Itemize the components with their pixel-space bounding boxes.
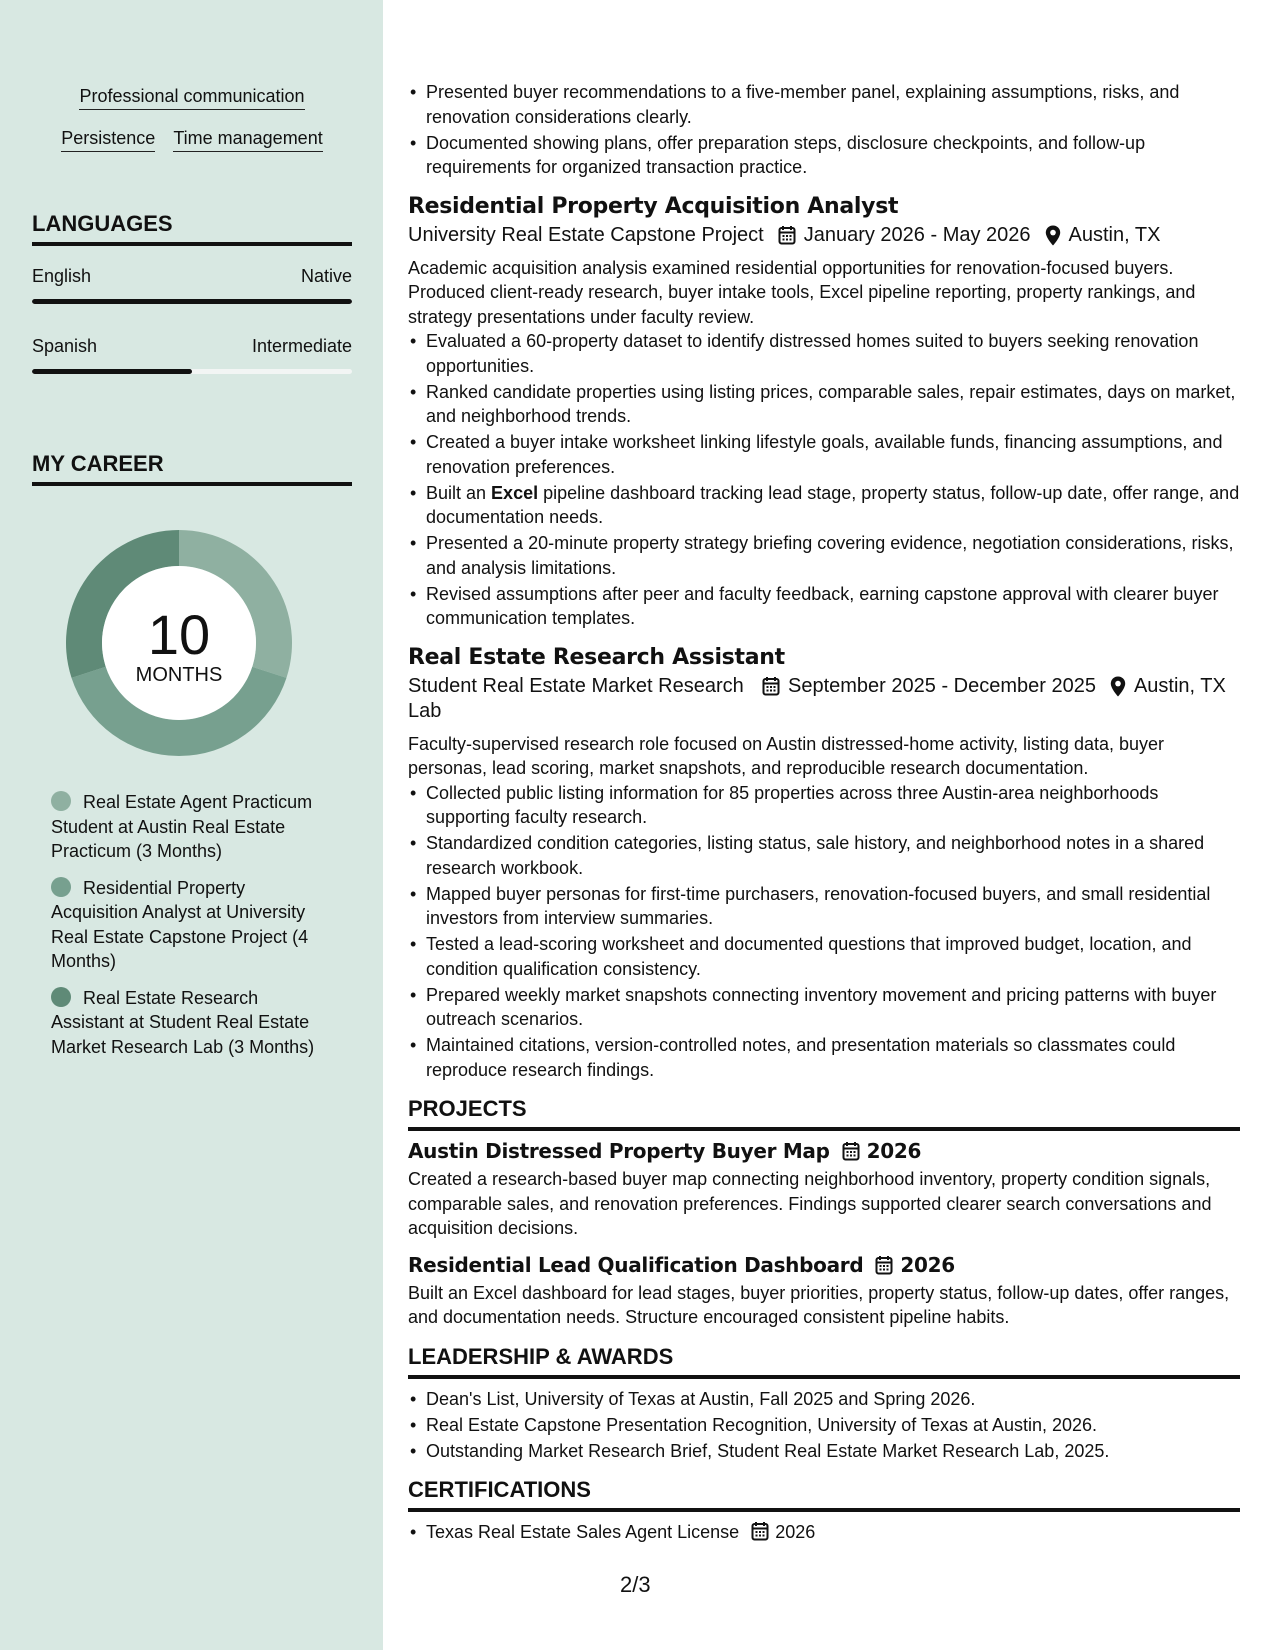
bullet-item: • Documented showing plans, offer preparation steps, disclosure checkpoints, and follow-up requirements for organized transaction practice. [408, 131, 1240, 180]
skill-tag: Professional communication [79, 86, 304, 110]
career-legend-dot [51, 791, 71, 811]
project-entry [408, 1253, 1240, 1330]
project-title [408, 1253, 1240, 1277]
job-location [1045, 223, 1161, 248]
job-dates [778, 223, 1031, 248]
location-pin-icon [1110, 676, 1126, 697]
job-title: Residential Property Acquisition Analyst [408, 193, 899, 219]
calendar-icon [751, 1521, 769, 1541]
skills-row [32, 86, 352, 110]
bullet-item: • Ranked candidate properties using listing prices, comparable sales, repair estimates, days on market, and neighborhood trends. [408, 380, 1240, 429]
page-number: 2/3 [620, 1572, 651, 1597]
bullet-item: • Prepared weekly market snapshots connecting inventory movement and pricing patterns with buyer outreach scenarios. [408, 983, 1240, 1032]
job-dates-text: September 2025 - December 2025 [788, 674, 1096, 697]
bullet-item: • Collected public listing information for 85 properties across three Austin-area neighborhoods supporting faculty research. [408, 781, 1240, 830]
career-item [51, 876, 331, 974]
language-proficiency-fill [32, 369, 192, 374]
career-total-number: 10 [147, 603, 211, 666]
job-location-text: Austin, TX [1068, 223, 1161, 246]
career-donut-chart [66, 530, 292, 756]
previous-job-bullets [408, 80, 1240, 180]
skills-row [32, 128, 352, 152]
career-legend-dot [51, 877, 71, 897]
projects-list [408, 1139, 1240, 1330]
calendar-icon [762, 676, 780, 696]
bullet-item: • Mapped buyer personas for first-time purchasers, renovation-focused buyers, and small residential investors from interview summaries. [408, 882, 1240, 931]
experience-list [408, 194, 1240, 1083]
certification-year: 2026 [775, 1522, 816, 1542]
job-title: Real Estate Research Assistant [408, 644, 785, 670]
bullet-item: • Outstanding Market Research Brief, Student Real Estate Market Research Lab, 2025. [408, 1439, 1240, 1464]
bullet-item: • Presented buyer recommendations to a five-member panel, explaining assumptions, risks, and renovation considerations clearly. [408, 80, 1240, 129]
job-bullets [408, 329, 1240, 631]
job-organization: Student Real Estate Market Research Lab [408, 674, 744, 722]
project-year: 2026 [900, 1252, 955, 1277]
language-spanish [32, 336, 352, 374]
certifications-list [408, 1520, 1240, 1545]
project-year: 2026 [866, 1139, 922, 1163]
project-title [408, 1139, 1240, 1163]
skills-list [32, 86, 352, 170]
bullet-item: • Created a buyer intake worksheet linking lifestyle goals, available funds, financing assumptions, and renovation preferences. [408, 430, 1240, 479]
bullet-item: • Built an Excel pipeline dashboard tracking lead stage, property status, follow-up date, offer range, and documentation needs. [408, 481, 1240, 530]
bullet-emphasis: Excel [491, 482, 539, 503]
career-item [51, 790, 331, 864]
languages-heading: LANGUAGES [32, 211, 352, 246]
job-meta [408, 223, 1240, 248]
projects-heading: PROJECTS [408, 1096, 1240, 1131]
career-list [51, 790, 331, 1071]
bullet-item: • Tested a lead-scoring worksheet and documented questions that improved budget, location, and condition qualification consistency. [408, 932, 1240, 981]
career-item [51, 986, 331, 1060]
project-description: Built an Excel dashboard for lead stages, buyer priorities, property status, follow-up dates, offer ranges, and documentation needs. Structure encouraged consistent pipeline habits. [408, 1282, 1230, 1327]
bullet-item: • Revised assumptions after peer and faculty feedback, earning capstone approval with clearer buyer communication templates. [408, 582, 1240, 631]
certifications-heading: CERTIFICATIONS [408, 1477, 1240, 1512]
career-heading: MY CAREER [32, 451, 352, 486]
certification-name: Texas Real Estate Sales Agent License [426, 1522, 740, 1542]
certification-item [408, 1520, 1240, 1545]
language-english [32, 266, 352, 304]
job-summary: Faculty-supervised research role focused on Austin distressed-home activity, listing data, buyer personas, lead scoring, market snapshots, and reproducible research documentation. [408, 733, 1165, 778]
main-content [408, 0, 1240, 1546]
career-item-text: Real Estate Agent Practicum Student at Austin Real Estate Practicum (3 Months) [51, 792, 313, 861]
language-level: Intermediate [251, 336, 352, 356]
career-total-unit: MONTHS [135, 664, 223, 686]
job-dates [762, 674, 1096, 699]
bullet-item: • Dean's List, University of Texas at Austin, Fall 2025 and Spring 2026. [408, 1387, 1240, 1412]
language-proficiency-fill [32, 299, 352, 304]
job-location [1110, 674, 1226, 699]
bullet-item: • Evaluated a 60-property dataset to identify distressed homes suited to buyers seeking renovation opportunities. [408, 329, 1240, 378]
project-name: Austin Distressed Property Buyer Map [408, 1139, 830, 1163]
job-entry [408, 194, 1240, 631]
career-legend-dot [51, 987, 71, 1007]
job-organization: University Real Estate Capstone Project [408, 223, 764, 246]
skill-tag: Time management [173, 128, 322, 152]
skill-tag: Persistence [61, 128, 155, 152]
project-description: Created a research-based buyer map connecting neighborhood inventory, property condition signals, comparable sales, and renovation preferences. Findings supported clearer search conversations and acquisition decisions. [408, 1169, 1212, 1238]
project-name: Residential Lead Qualification Dashboard [408, 1252, 864, 1277]
career-item-text: Real Estate Research Assistant at Student Real Estate Market Research Lab (3 Months) [51, 987, 315, 1057]
sidebar [0, 0, 383, 1650]
calendar-icon [875, 1255, 893, 1275]
calendar-icon [778, 225, 796, 245]
language-proficiency-bar [32, 299, 352, 304]
awards-heading: LEADERSHIP & AWARDS [408, 1344, 1240, 1379]
job-bullets [408, 781, 1240, 1083]
calendar-icon [842, 1141, 860, 1161]
awards-list [408, 1387, 1240, 1464]
language-proficiency-bar [32, 369, 352, 374]
job-summary: Academic acquisition analysis examined residential opportunities for renovation-focused buyers. Produced client-ready research, buyer intake tools, Excel pipeline reporting, property rankings, and strategy presentations under faculty review. [408, 257, 1196, 327]
location-pin-icon [1045, 225, 1061, 246]
language-name: Spanish [32, 336, 98, 356]
job-dates-text: January 2026 - May 2026 [803, 223, 1031, 246]
language-level: Native [300, 266, 352, 286]
career-item-text: Residential Property Acquisition Analyst at University Real Estate Capstone Project (4 Months) [51, 877, 309, 971]
job-entry [408, 645, 1240, 1083]
bullet-item: • Real Estate Capstone Presentation Recognition, University of Texas at Austin, 2026. [408, 1413, 1240, 1438]
project-entry [408, 1139, 1240, 1241]
bullet-item: • Presented a 20-minute property strategy briefing covering evidence, negotiation considerations, risks, and analysis limitations. [408, 531, 1240, 580]
bullet-item: • Standardized condition categories, listing status, sale history, and neighborhood notes in a shared research workbook. [408, 831, 1240, 880]
bullet-item: • Maintained citations, version-controlled notes, and presentation materials so classmates could reproduce research findings. [408, 1033, 1240, 1082]
language-name: English [32, 266, 92, 286]
job-meta [408, 674, 1240, 724]
job-location-text: Austin, TX [1133, 674, 1226, 697]
